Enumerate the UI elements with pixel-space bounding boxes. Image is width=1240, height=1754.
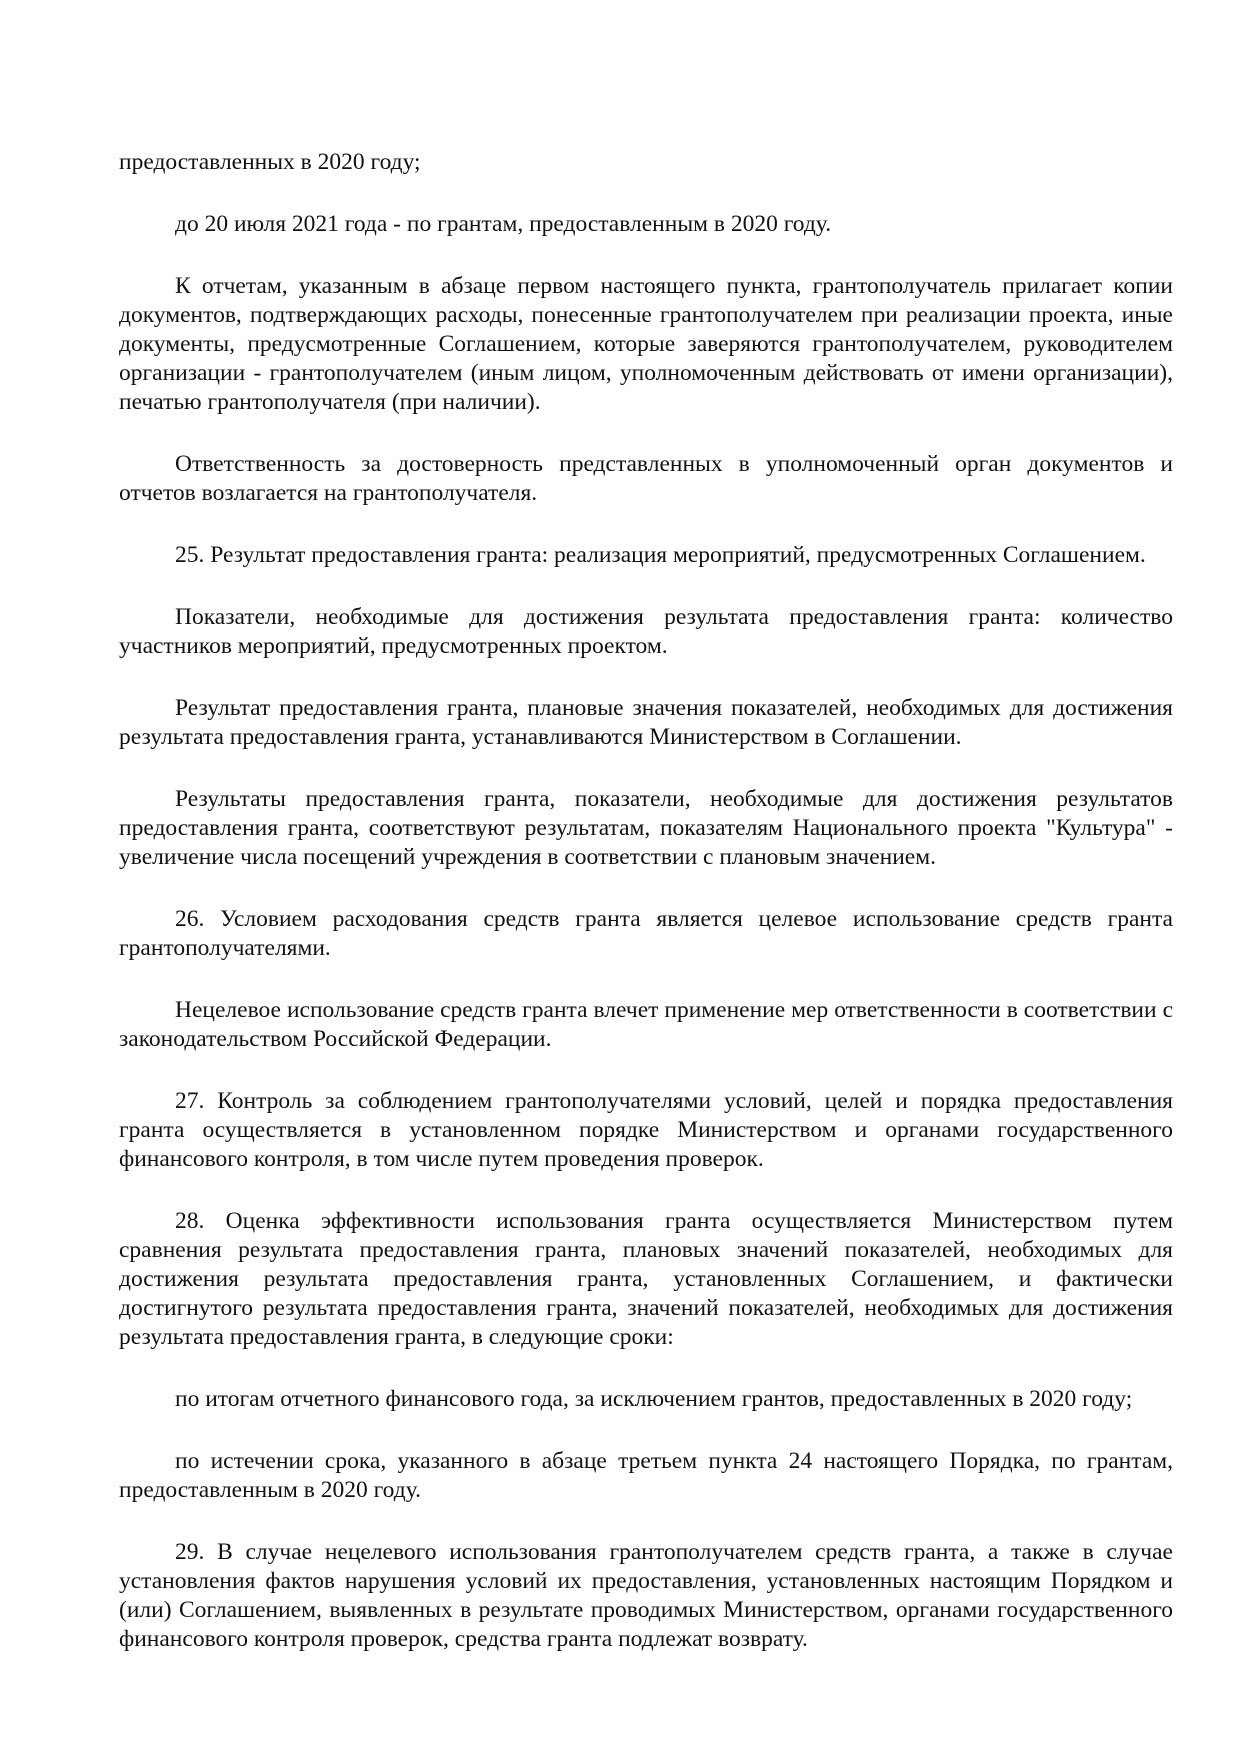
paragraph-responsibility: Ответственность за достоверность представленных в уполномоченный орган документов и отчетов возлагается на грантополучателя. [119,451,1173,506]
paragraph-item-28: 28. Оценка эффективности использования гранта осуществляется Министерством путем сравнения результата предоставления гранта, плановых значений показателей, необходимых для достижения результата предоставления гранта, установленных Соглашением, и фактически достигнутого результата предоставления гранта, значений показателей, необходимых для достижения результата предоставления гранта, в следующие сроки: [119,1208,1173,1350]
paragraph-report-attachments: К отчетам, указанным в абзаце первом настоящего пункта, грантополучатель прилагает копии документов, подтверждающих расходы, понесенные грантополучателем при реализации проекта, иные документы, предусмотренные Соглашением, которые заверяются грантополучателем, руководителем организации - грантополучателем (иным лицом, уполномоченным действовать от имени организации), печатью грантополучателя (при наличии). [119,273,1173,415]
document-page [119,148,1173,1687]
paragraph-national-project: Результаты предоставления гранта, показатели, необходимые для достижения результатов предоставления гранта, соответствуют результатам, показателям Национального проекта "Культура" - увеличение числа посещений учреждения в соответствии с плановым значением. [119,786,1173,870]
paragraph-item-29: 29. В случае нецелевого использования грантополучателем средств гранта, а также в случае установления фактов нарушения условий их предоставления, установленных настоящим Порядком и (или) Соглашением, выявленных в результате проводимых Министерством, органами государственного финансового контроля проверок, средства гранта подлежат возврату. [119,1539,1173,1652]
paragraph-item-27: 27. Контроль за соблюдением грантополучателями условий, целей и порядка предоставления гранта осуществляется в установленном порядке Министерством и органами государственного финансового контроля, в том числе путем проведения проверок. [119,1088,1173,1172]
paragraph-indicators: Показатели, необходимые для достижения результата предоставления гранта: количество участников мероприятий, предусмотренных проектом. [119,604,1173,659]
paragraph-term-fiscal-year: по итогам отчетного финансового года, за исключением грантов, предоставленных в 2020 году; [175,1386,1133,1412]
paragraph-item-25: 25. Результат предоставления гранта: реализация мероприятий, предусмотренных Соглашением. [175,542,1146,568]
paragraph-term-expiry: по истечении срока, указанного в абзаце третьем пункта 24 настоящего Порядка, по грантам, предоставленным в 2020 году. [119,1448,1173,1503]
paragraph-planned-values: Результат предоставления гранта, плановые значения показателей, необходимых для достижения результата предоставления гранта, устанавливаются Министерством в Соглашении. [119,695,1173,750]
paragraph-misuse: Нецелевое использование средств гранта влечет применение мер ответственности в соответствии с законодательством Российской Федерации. [119,997,1173,1052]
paragraph-continuation: предоставленных в 2020 году; [119,149,421,175]
paragraph-report-deadline: до 20 июля 2021 года - по грантам, предоставленным в 2020 году. [175,211,832,237]
paragraph-item-26: 26. Условием расходования средств гранта является целевое использование средств гранта грантополучателями. [119,906,1173,961]
